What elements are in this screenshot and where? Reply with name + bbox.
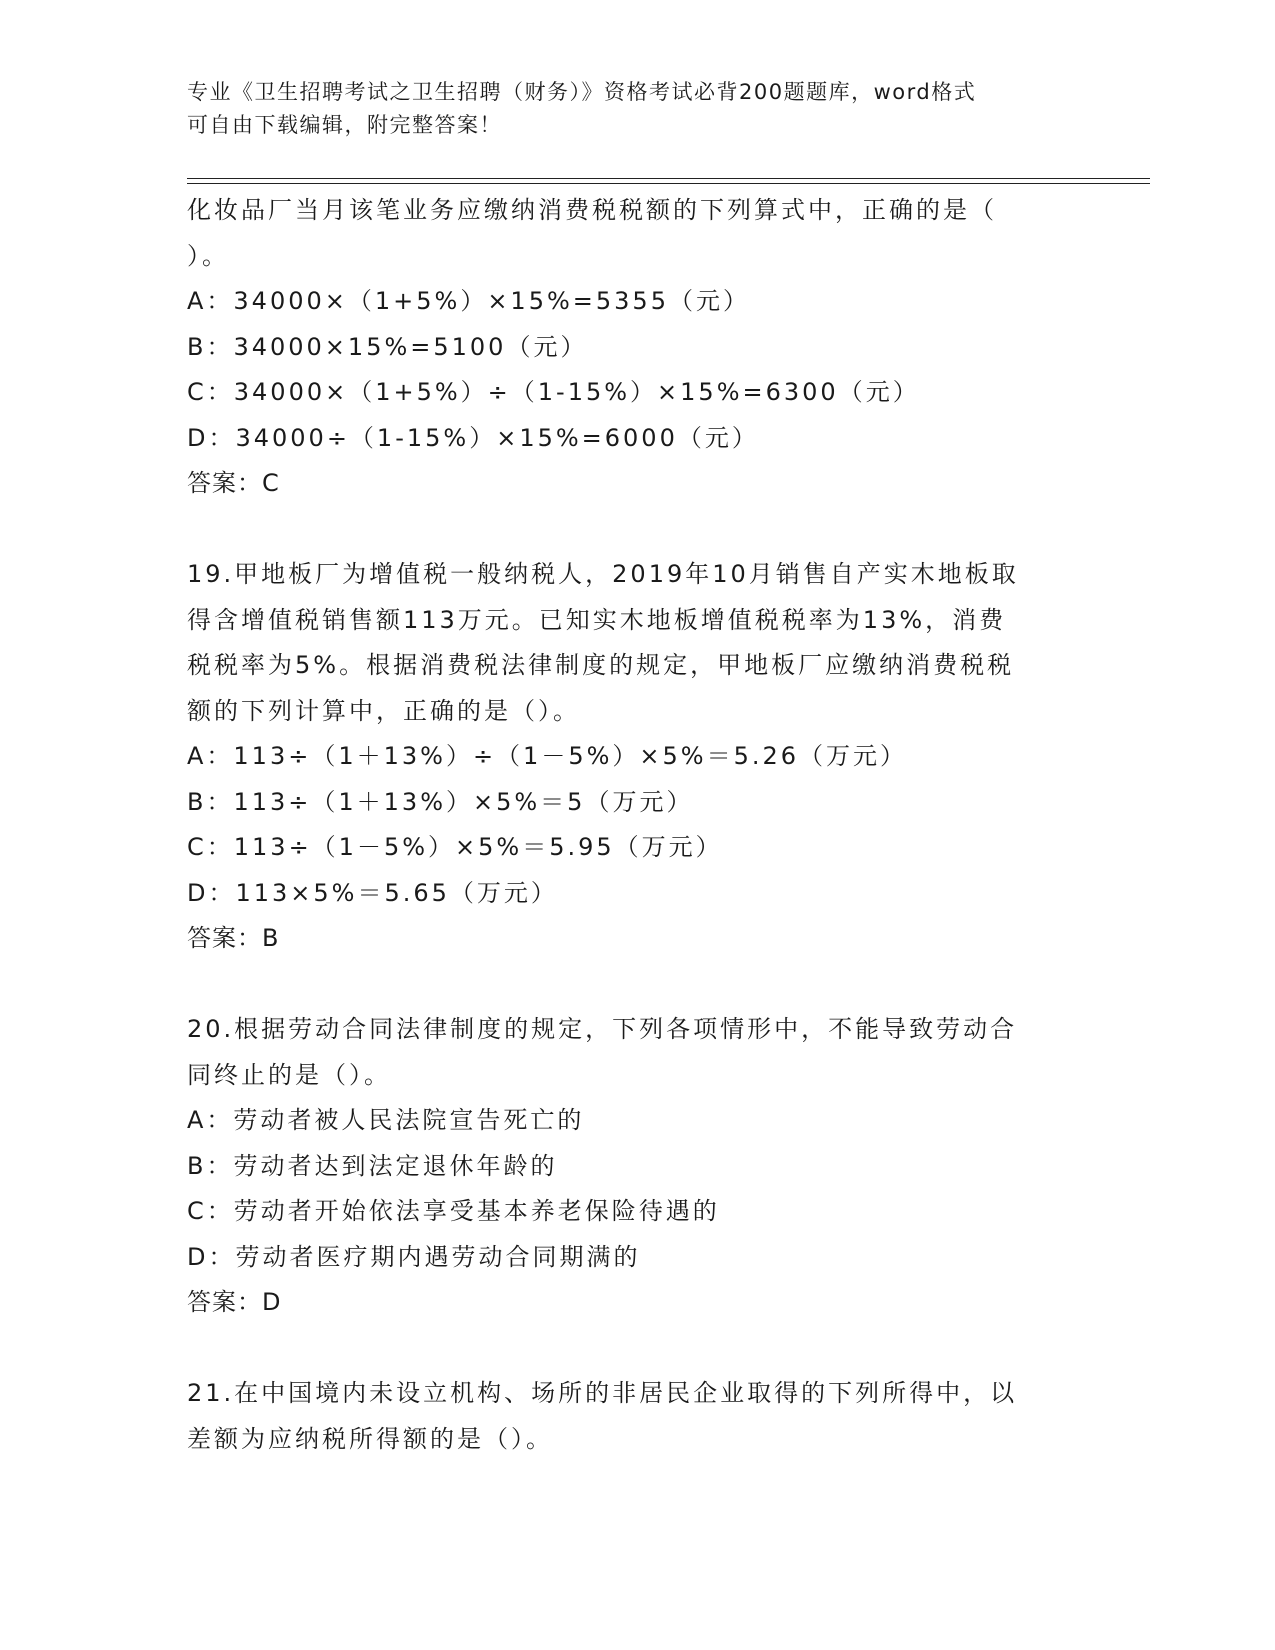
header-title-line-1: 专业《卫生招聘考试之卫生招聘（财务）》资格考试必背200题题库，word格式 <box>187 80 977 104</box>
option-b: B：34000×15%=5100（元） <box>187 332 588 361</box>
question-stem-line: ）。 <box>187 241 229 270</box>
question-stem-line: 额的下列计算中，正确的是（）。 <box>187 696 580 725</box>
option-b: B：113÷（1＋13%）×5%＝5（万元） <box>187 787 694 816</box>
page-header <box>187 76 1087 142</box>
option-c: C：劳动者开始依法享受基本养老保险待遇的 <box>187 1197 720 1225</box>
spacer <box>187 1326 1087 1372</box>
spacer <box>187 962 1087 1008</box>
question-21 <box>187 1371 1087 1462</box>
question-19 <box>187 552 1087 962</box>
option-d: D：113×5%＝5.65（万元） <box>187 878 558 907</box>
question-stem-line: 税税率为5%。根据消费税法律制度的规定，甲地板厂应缴纳消费税税 <box>187 651 1015 679</box>
header-title-line-2: 可自由下载编辑，附完整答案！ <box>187 113 502 137</box>
question-list <box>187 188 1087 1462</box>
option-a: A：34000×（1+5%）×15%=5355（元） <box>187 287 750 315</box>
option-a: A：劳动者被人民法院宣告死亡的 <box>187 1106 585 1134</box>
option-d: D：劳动者医疗期内遇劳动合同期满的 <box>187 1242 641 1271</box>
question-stem-line: 21.在中国境内未设立机构、场所的非居民企业取得的下列所得中，以 <box>187 1379 1018 1407</box>
question-stem-line: 得含增值税销售额113万元。已知实木地板增值税税率为13%，消费 <box>187 605 1007 634</box>
option-c: C：113÷（1－5%）×5%＝5.95（万元） <box>187 833 723 861</box>
answer-line: 答案：B <box>187 924 280 952</box>
question-stem-line: 化妆品厂当月该笔业务应缴纳消费税税额的下列算式中，正确的是（ <box>187 196 997 224</box>
question-stem-line: 20.根据劳动合同法律制度的规定，下列各项情形中，不能导致劳动合 <box>187 1015 1018 1043</box>
question-18 <box>187 188 1087 507</box>
option-b: B：劳动者达到法定退休年龄的 <box>187 1151 558 1180</box>
header-rule-thin <box>187 183 1150 184</box>
answer-line: 答案：D <box>187 1288 282 1316</box>
question-20 <box>187 1007 1087 1326</box>
option-d: D：34000÷（1-15%）×15%=6000（元） <box>187 423 759 452</box>
spacer <box>187 507 1087 553</box>
question-stem-line: 19.甲地板厂为增值税一般纳税人，2019年10月销售自产实木地板取 <box>187 560 1019 588</box>
question-stem-line: 差额为应纳税所得额的是（）。 <box>187 1424 553 1453</box>
answer-line: 答案：C <box>187 469 280 497</box>
option-a: A：113÷（1＋13%）÷（1－5%）×5%＝5.26（万元） <box>187 742 908 770</box>
header-rule-thick <box>187 178 1150 179</box>
question-stem-line: 同终止的是（）。 <box>187 1060 391 1089</box>
option-c: C：34000×（1+5%）÷（1-15%）×15%=6300（元） <box>187 378 920 406</box>
